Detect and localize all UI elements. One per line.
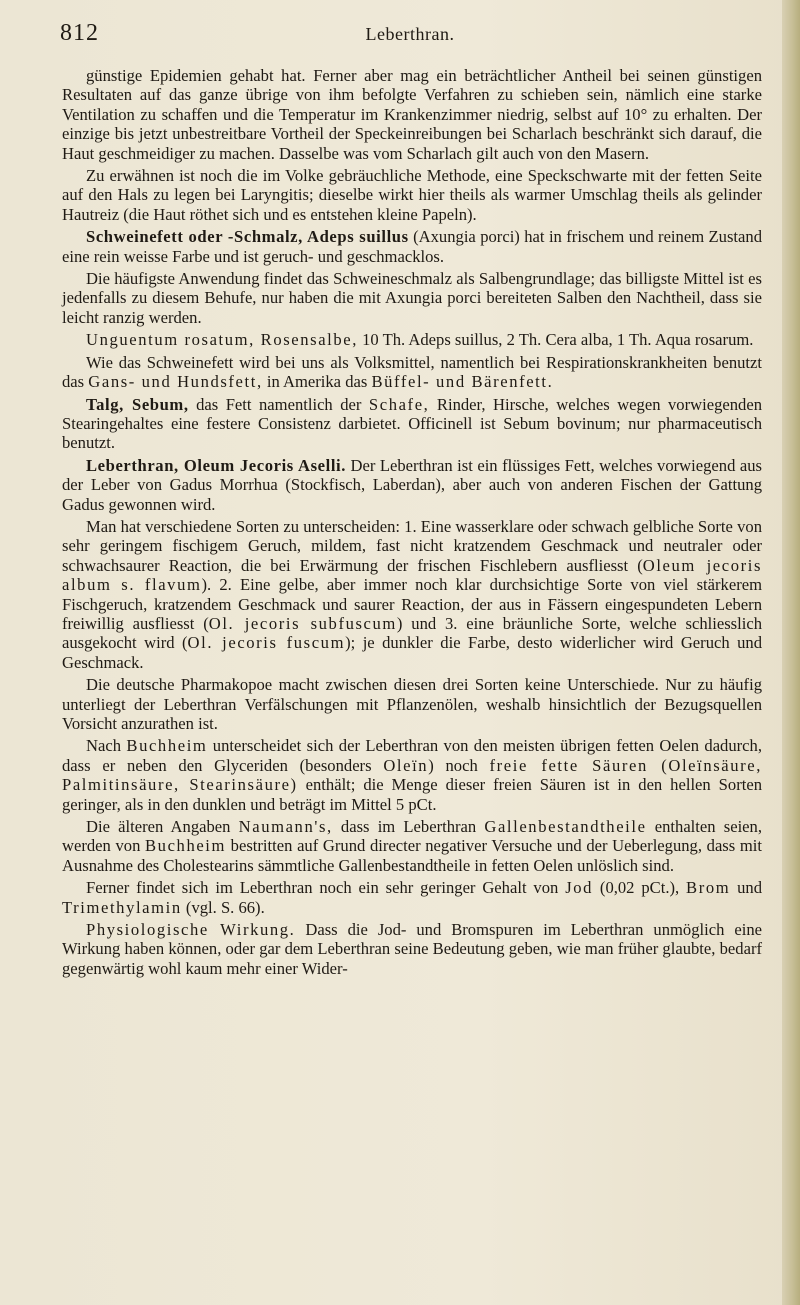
- term-oleum-subfuscum: Ol. jecoris subfuscum: [208, 613, 397, 633]
- paragraph-6: Wie das Schweinefett wird bei uns als Volksmittel, namentlich bei Respirationskrankheiten benutzt das Gans- und Hundsfett, in Amerika das Büffel- und Bärenfett.: [62, 352, 762, 392]
- paragraph-2: Zu erwähnen ist noch die im Volke gebräuchliche Methode, eine Speckschwarte mit der fetten Seite auf den Hals zu legen bei Laryngitis; dieselbe wirkt hier theils als warmer Umschlag theils als gelinder Hautreiz (die Haut röthet sich und es entstehen kleine Papeln).: [62, 166, 762, 224]
- term-brom: Brom: [686, 878, 731, 898]
- term-gallenbestandtheile: Gallenbestandtheile: [484, 817, 647, 837]
- term-oleum-fuscum: Ol. jecoris fuscum: [187, 633, 346, 653]
- term-buchheim: Buchheim: [126, 736, 208, 756]
- paragraph-buchheim: Nach Buchheim unterscheidet sich der Leberthran von den meisten übrigen fetten Oelen dadurch, dass er neben den Glyceriden (besonders Oleïn) noch freie fette Säuren (Oleïnsäure, Palmitinsäure, Stearinsäure) enthält; die Menge dieser freien Säuren ist in den hellen Sorten geringer, als in den dunklen und beträgt im Mittel 5 pCt.: [62, 736, 762, 814]
- term-freie-saeuren: freie fette Säuren (Oleïnsäure, Palmitinsäure, Stearinsäure): [62, 755, 762, 795]
- paragraph-pharmakopoe: Die deutsche Pharmakopoe macht zwischen diesen drei Sorten keine Unterschiede. Nur zu häufig unterliegt der Leberthran Verfälschungen mit Pflanzenölen, weshalb hinsichtlich der Bezugsquellen Vorsicht anzurathen ist.: [62, 675, 762, 733]
- body-text: [62, 66, 762, 981]
- term-trimethylamin: Trimethylamin: [62, 897, 182, 917]
- section-heading-schweinefett: Schweinefett oder -Schmalz, Adeps suillus: [86, 227, 409, 247]
- paragraph-jod: Ferner findet sich im Leberthran noch ein sehr geringer Gehalt von Jod (0,02 pCt.), Brom und Trimethylamin (vgl. S. 66).: [62, 878, 762, 917]
- term-buchheim-2: Buchheim: [145, 836, 227, 856]
- section-heading-talg: Talg, Sebum,: [86, 394, 189, 414]
- term-oleum-album: Oleum jecoris album s. flavum: [62, 555, 763, 595]
- term-gansfett: Gans- und Hundsfett,: [88, 372, 263, 392]
- paragraph-leberthran: Leberthran, Oleum Jecoris Aselli. Der Leberthran ist ein flüssiges Fett, welches vorwiegend aus der Leber von Gadus Morrhua (Stockfisch, Laberdan), aber auch von anderen Fischen der Gattung Gadus gewonnen wird.: [62, 455, 762, 514]
- term-bueffelfett: Büffel- und Bärenfett.: [371, 372, 554, 392]
- paragraph-unguentum: Unguentum rosatum, Rosensalbe, 10 Th. Adeps suillus, 2 Th. Cera alba, 1 Th. Aqua rosarum.: [86, 330, 754, 350]
- page-number: 812: [60, 20, 99, 46]
- paragraph-naumann: Die älteren Angaben Naumann's, dass im Leberthran Gallenbestandtheile enthalten seien, werden von Buchheim bestritten auf Grund directer negativer Versuche und der Ueberlegung, dass mit Ausnahme des Cholestearins sämmtliche Gallenbestandtheile in fetten Oelen unlöslich sind.: [62, 817, 762, 875]
- section-heading-leberthran: Leberthran, Oleum Jecoris Aselli.: [86, 455, 347, 475]
- term-schafe: Schafe,: [368, 394, 430, 414]
- term-olein: Oleïn: [383, 755, 429, 775]
- paragraph-1: günstige Epidemien gehabt hat. Ferner aber mag ein beträchtlicher Antheil bei seinen günstigen Resultaten auf das ganze übrige von ihm befolgte Verfahren zu schieben sein, nämlich eine starke Ventilation zu schaffen und die Temperatur im Krankenzimmer niedrig, selbst auf 10° zu erhalten. Der einzige bis jetzt unbestreitbare Vortheil der Speckeinreibungen bei Scharlach beschränkt sich darauf, die Haut geschmeidiger zu machen. Dasselbe was vom Scharlach gilt auch von den Masern.: [62, 66, 762, 163]
- book-edge: [782, 0, 800, 1305]
- term-jod: Jod: [565, 878, 594, 898]
- paragraph-sorten: Man hat verschiedene Sorten zu unterscheiden: 1. Eine wasserklare oder schwach gelbliche Sorte von sehr geringem fischigem Geruch, mildem, fast nicht kratzendem Geschmack und neutraler oder schwachsaurer Reaction, die bei Erwärmung der frischen Fischlebern ausfliesst (Oleum jecoris album s. flavum). 2. Eine gelbe, aber immer noch klar durchsichtige Sorte von viel stärkerem Fischgeruch, kratzendem Geschmack und saurer Reaction, der aus in Fässern eingespundeten Lebern freiwillig ausfliesst (Ol. jecoris subfuscum) und 3. eine bräunliche Sorte, welche schliesslich ausgekocht wird (Ol. jecoris fuscum); je dunkler die Farbe, desto widerlicher wird Geruch und Geschmack.: [62, 516, 763, 672]
- term-unguentum: Unguentum rosatum, Rosensalbe,: [86, 330, 358, 350]
- term-physiologische-wirkung: Physiologische Wirkung.: [86, 920, 296, 940]
- paragraph-wirkung: Physiologische Wirkung. Dass die Jod- und Bromspuren im Leberthran unmöglich eine Wirkung haben können, oder gar dem Leberthran seine Bedeutung geben, wie man früher glaubte, bedarf gegenwärtig wohl kaum mehr einer Wider-: [62, 920, 762, 978]
- running-title: Leberthran.: [365, 24, 455, 44]
- paragraph-talg: Talg, Sebum, das Fett namentlich der Schafe, Rinder, Hirsche, welches wegen vorwiegenden Stearingehaltes eine festere Consistenz darbietet. Officinell ist Sebum bovinum; nur pharmaceutisch benutzt.: [62, 394, 762, 453]
- paragraph-schweinefett: Schweinefett oder -Schmalz, Adeps suillus (Axungia porci) hat in frischem und reinem Zustand eine rein weisse Farbe und ist geruch- und geschmacklos.: [62, 227, 762, 266]
- paragraph-4: Die häufigste Anwendung findet das Schweineschmalz als Salbengrundlage; das billigste Mittel ist es jedenfalls zu diesem Behufe, nur haben die mit Axungia porci bereiteten Salben den Nachtheil, dass sie leicht ranzig werden.: [62, 269, 762, 327]
- term-naumann: Naumann's,: [238, 817, 333, 837]
- page-header: [60, 20, 760, 50]
